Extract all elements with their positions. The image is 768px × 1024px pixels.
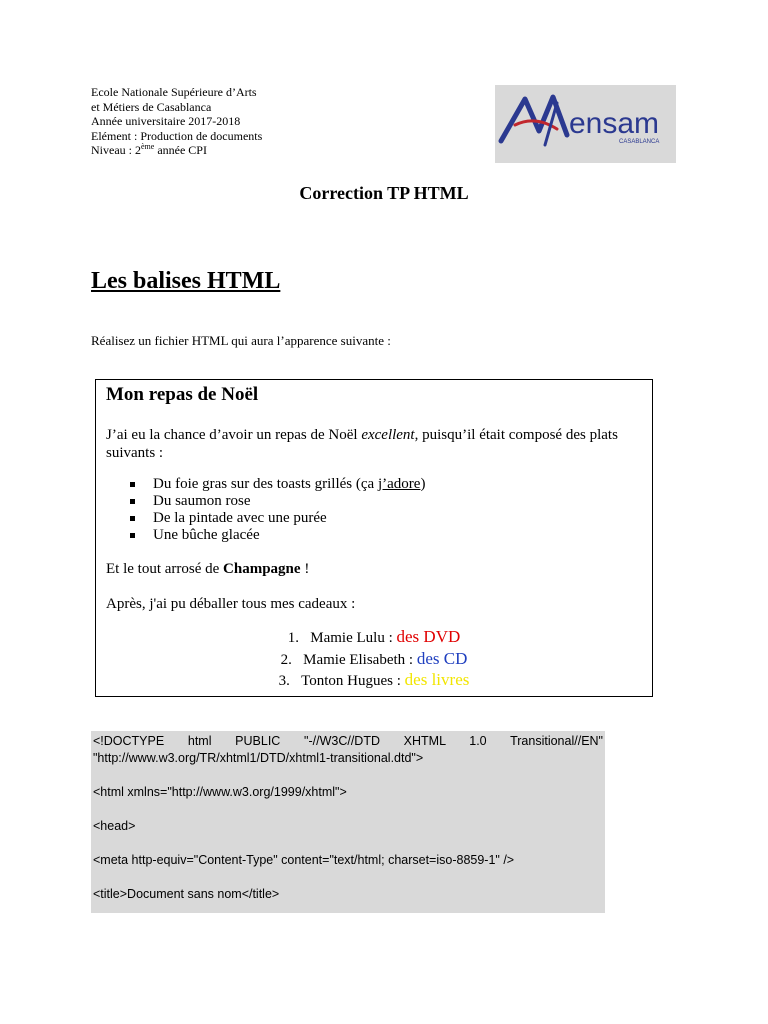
instruction-text: Réalisez un fichier HTML qui aura l’apparence suivante : [91,333,391,348]
school-line-2: et Métiers de Casablanca [91,99,212,114]
svg-text:CASABLANCA: CASABLANCA [619,139,660,145]
list-item: Du saumon rose [153,493,425,510]
section-heading: Les balises HTML [91,268,281,294]
list-item: 2. Mamie Elisabeth : des CD [280,648,468,668]
course-element: Elément : Production de documents [91,128,263,143]
code-head-open: <head> [93,819,136,833]
svg-text:ensam: ensam [569,107,660,140]
code-html-open: <html xmlns="http://www.w3.org/1999/xhtml"> [93,785,347,799]
preview-heading: Mon repas de Noël [106,384,259,405]
gift-list [96,627,652,692]
document-title: Correction TP HTML [299,183,469,203]
level: Niveau : 2ème année CPI [91,142,207,157]
dish-list [106,476,425,544]
ensam-logo-mark [495,85,676,163]
academic-year: Année universitaire 2017-2018 [91,114,241,128]
list-item: 1. Mamie Lulu : des DVD [287,627,461,646]
list-item: De la pintade avec une purée [153,510,425,527]
gifts-intro: Après, j'ai pu déballer tous mes cadeaux : [106,596,356,612]
code-title-tag: <title>Document sans nom</title> [93,887,280,901]
expected-render-preview [95,379,653,697]
school-info [91,85,262,158]
preview-intro: J’ai eu la chance d’avoir un repas de Noël excellent, puisqu’il était composé des plats suivants : [106,427,618,461]
school-line-1: Ecole Nationale Supérieure d’Arts [91,85,257,99]
list-item: 3. Tonton Hugues : des livres [278,670,470,689]
code-doctype: <!DOCTYPE html PUBLIC "-//W3C//DTD XHTML 1.0 Transitional//EN" "http://www.w3.org/TR/xhtml1/DTD/xhtml1-transitional.dtd"> [93,734,603,765]
code-meta: <meta http-equiv="Content-Type" content="text/html; charset=iso-8859-1" /> [93,853,515,867]
drink-line: Et le tout arrosé de Champagne ! [106,561,310,577]
list-item: Du foie gras sur des toasts grillés (ça j’adore) [153,476,426,492]
code-listing [91,731,605,913]
ensam-logo [495,85,676,163]
list-item: Une bûche glacée [153,527,425,544]
